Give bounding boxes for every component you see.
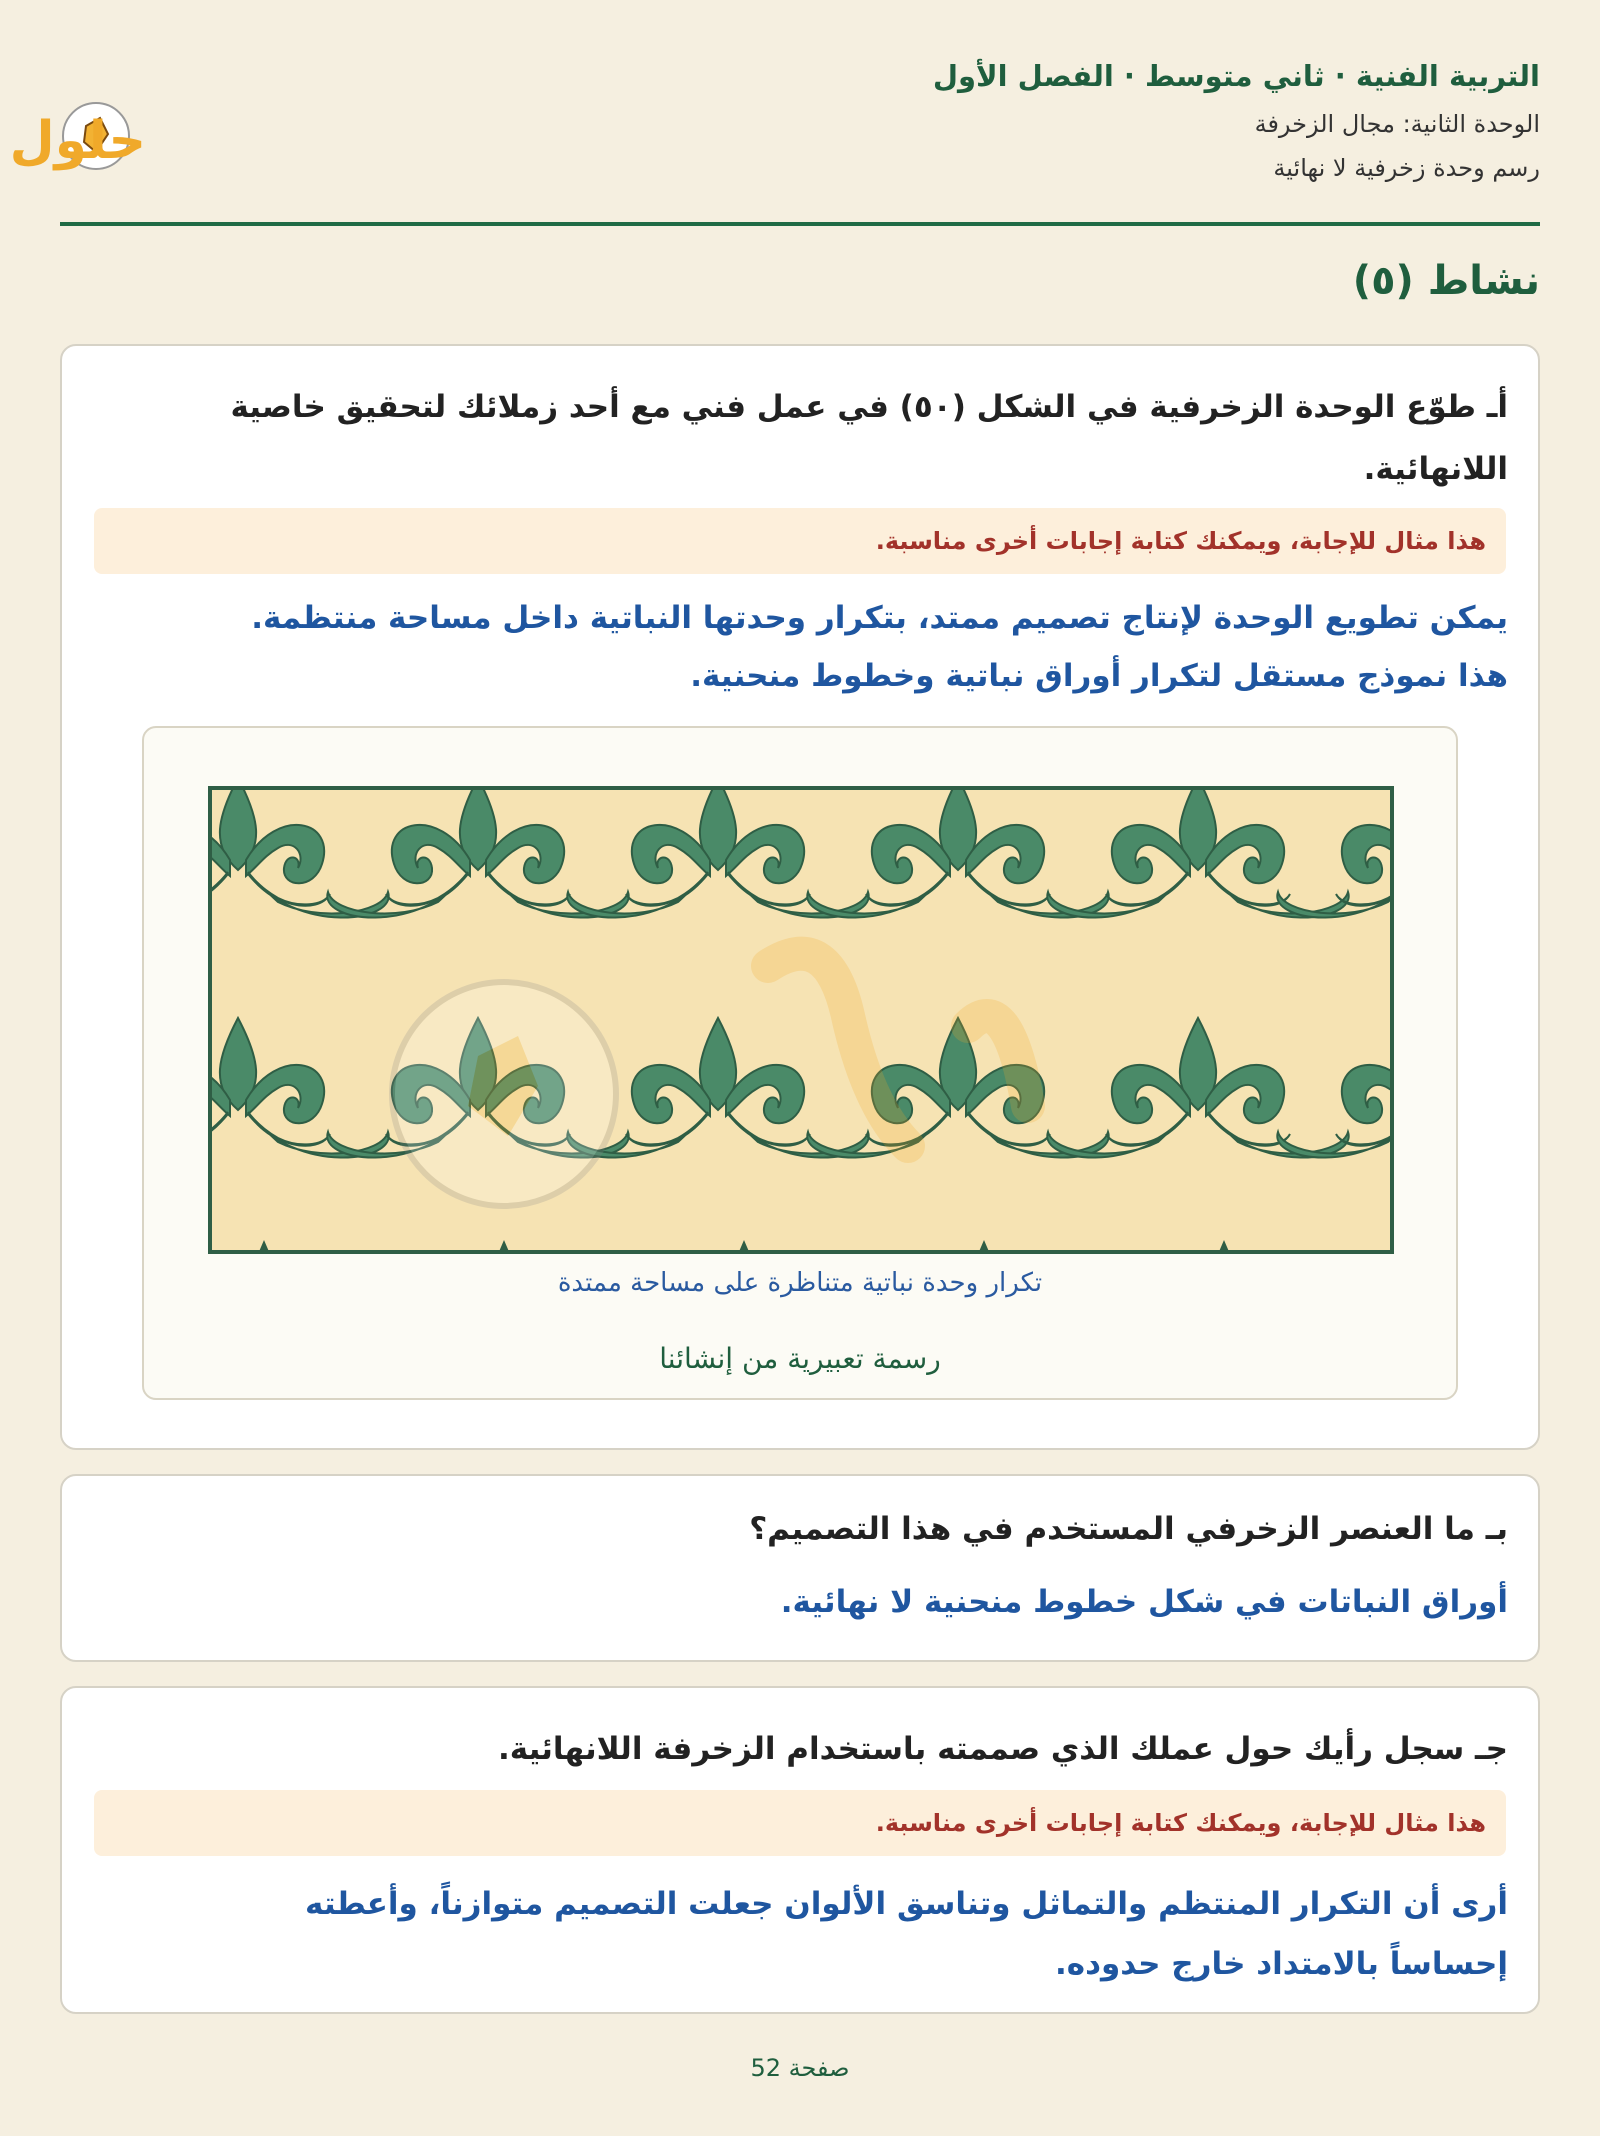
answer-note-c: هذا مثال للإجابة، ويمكنك كتابة إجابات أخرى مناسبة. bbox=[94, 1790, 1506, 1856]
answer-note-a: هذا مثال للإجابة، ويمكنك كتابة إجابات أخرى مناسبة. bbox=[94, 508, 1506, 574]
page-number: صفحة 52 bbox=[750, 2054, 850, 2082]
unit-title: الوحدة الثانية: مجال الزخرفة bbox=[1254, 110, 1540, 138]
question-c: جـ سجل رأيك حول عملك الذي صممته باستخدام الزخرفة اللانهائية. bbox=[498, 1731, 1508, 1767]
lesson-title: رسم وحدة زخرفية لا نهائية bbox=[1273, 154, 1540, 182]
card-part-b bbox=[60, 1474, 1540, 1662]
answer-b: أوراق النباتات في شكل خطوط منحنية لا نهائية. bbox=[780, 1584, 1508, 1620]
answer-a-line2: هذا نموذج مستقل لتكرار أوراق نباتية وخطوط منحنية. bbox=[690, 658, 1508, 694]
answer-c-line1: أرى أن التكرار المنتظم والتماثل وتناسق الألوان جعلت التصميم متوازناً، وأعطته bbox=[305, 1886, 1508, 1922]
hulul-logo bbox=[9, 90, 290, 180]
question-b: بـ ما العنصر الزخرفي المستخدم في هذا التصميم؟ bbox=[749, 1511, 1508, 1547]
question-a: أـ طوّع الوحدة الزخرفية في الشكل (٥٠) في عمل فني مع أحد زملائك لتحقيق خاصية اللانهائية. bbox=[230, 389, 1508, 487]
ornament-pattern bbox=[208, 786, 1394, 1254]
figure-caption: تكرار وحدة نباتية متناظرة على مساحة ممتدة bbox=[557, 1268, 1043, 1298]
card-part-c bbox=[60, 1686, 1540, 2014]
answer-c-line2: إحساساً بالامتداد خارج حدوده. bbox=[1055, 1946, 1508, 1982]
card-part-a bbox=[60, 344, 1540, 1450]
header-titles bbox=[933, 50, 1540, 190]
answer-a-line1: يمكن تطويع الوحدة لإنتاج تصميم ممتد، بتكرار وحدتها النباتية داخل مساحة منتظمة. bbox=[251, 600, 1508, 636]
page-header bbox=[9, 50, 1540, 226]
logo-wordmark: حلول bbox=[9, 111, 146, 171]
pattern-figure bbox=[142, 726, 1458, 1400]
figure-credit: رسمة تعبيرية من إنشائنا bbox=[659, 1342, 941, 1375]
subject-title: التربية الفنية · ثاني متوسط · الفصل الأول bbox=[932, 59, 1540, 93]
activity-title: نشاط (٥) bbox=[1352, 258, 1540, 304]
